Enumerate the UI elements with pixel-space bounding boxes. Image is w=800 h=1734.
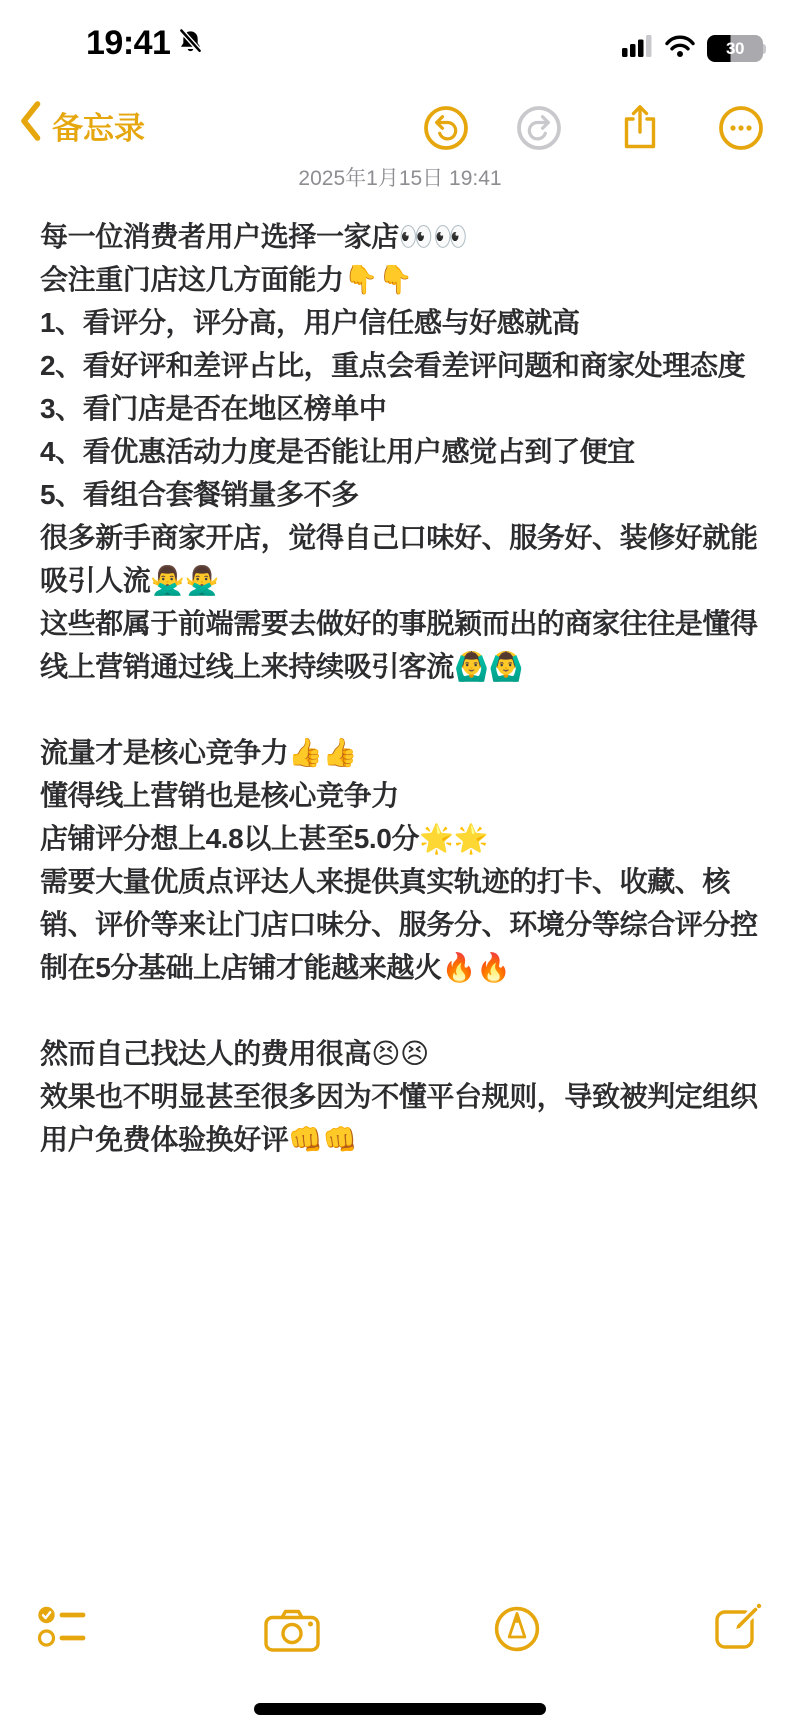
compose-icon (712, 1639, 764, 1656)
note-editor[interactable] (40, 215, 760, 1161)
status-left (86, 24, 204, 63)
note-line: 2、看好评和差评占比，重点会看差评问题和商家处理态度 (40, 350, 746, 381)
markup-icon (492, 1641, 542, 1658)
back-button-label: 备忘录 (52, 110, 145, 146)
status-time: 19:41 (86, 24, 171, 62)
wifi-icon (664, 34, 696, 63)
note-line: 需要大量优质点评达人来提供真实轨迹的打卡、收藏、核销、评价等来让门店口味分、服务分、环境分等综合评分控制在5分基础上店铺才能越来越火🔥🔥 (40, 866, 758, 983)
battery-body (707, 35, 763, 62)
battery-icon (707, 35, 766, 62)
compose-button[interactable] (712, 1600, 764, 1657)
mute-bell-icon (177, 28, 204, 60)
note-line: 很多新手商家开店，觉得自己口味好、服务好、装修好就能吸引人流🙅‍♂️🙅‍♂️ (40, 522, 758, 596)
redo-icon (515, 139, 563, 156)
note-line-blank (40, 989, 760, 1032)
status-right (621, 34, 766, 63)
note-line: 然而自己找达人的费用很高😣😣 (40, 1038, 429, 1069)
note-line: 1、看评分，评分高，用户信任感与好感就高 (40, 307, 580, 338)
camera-icon (262, 1639, 322, 1656)
note-line: 这些都属于前端需要去做好的事脱颖而出的商家往往是懂得线上营销通过线上来持续吸引客流🙆‍♂️🙆‍♂️ (40, 608, 758, 682)
checklist-icon (36, 1639, 92, 1656)
camera-button[interactable] (262, 1606, 322, 1657)
more-icon (717, 139, 765, 156)
battery-percent: 30 (726, 38, 744, 58)
note-line: 每一位消费者用户选择一家店👀👀 (40, 221, 468, 252)
cellular-signal-icon (621, 34, 653, 63)
share-button[interactable] (618, 101, 666, 149)
note-line: 效果也不明显甚至很多因为不懂平台规则，导致被判定组织用户免费体验换好评👊👊 (40, 1081, 758, 1155)
more-button[interactable] (717, 104, 765, 152)
home-indicator[interactable] (254, 1703, 546, 1715)
note-date: 2025年1月15日 19:41 (298, 167, 502, 190)
chevron-left-icon (18, 100, 42, 150)
note-line: 4、看优惠活动力度是否能让用户感觉占到了便宜 (40, 436, 635, 467)
share-icon (618, 140, 662, 157)
markup-button[interactable] (492, 1604, 542, 1659)
note-line: 5、看组合套餐销量多不多 (40, 479, 359, 510)
status-bar (0, 22, 800, 68)
checklist-button[interactable] (36, 1602, 92, 1657)
note-line: 店铺评分想上4.8以上甚至5.0分🌟🌟 (40, 823, 488, 854)
note-line: 流量才是核心竞争力👍👍 (40, 737, 358, 768)
undo-icon (422, 139, 470, 156)
note-line: 懂得线上营销也是核心竞争力 (40, 780, 399, 811)
undo-button[interactable] (422, 104, 470, 152)
redo-button[interactable] (515, 104, 563, 152)
note-line: 会注重门店这几方面能力👇👇 (40, 264, 413, 295)
battery-nub (763, 44, 766, 54)
note-line-blank (40, 688, 760, 731)
note-line: 3、看门店是否在地区榜单中 (40, 393, 387, 424)
back-button-notes[interactable] (18, 100, 145, 150)
